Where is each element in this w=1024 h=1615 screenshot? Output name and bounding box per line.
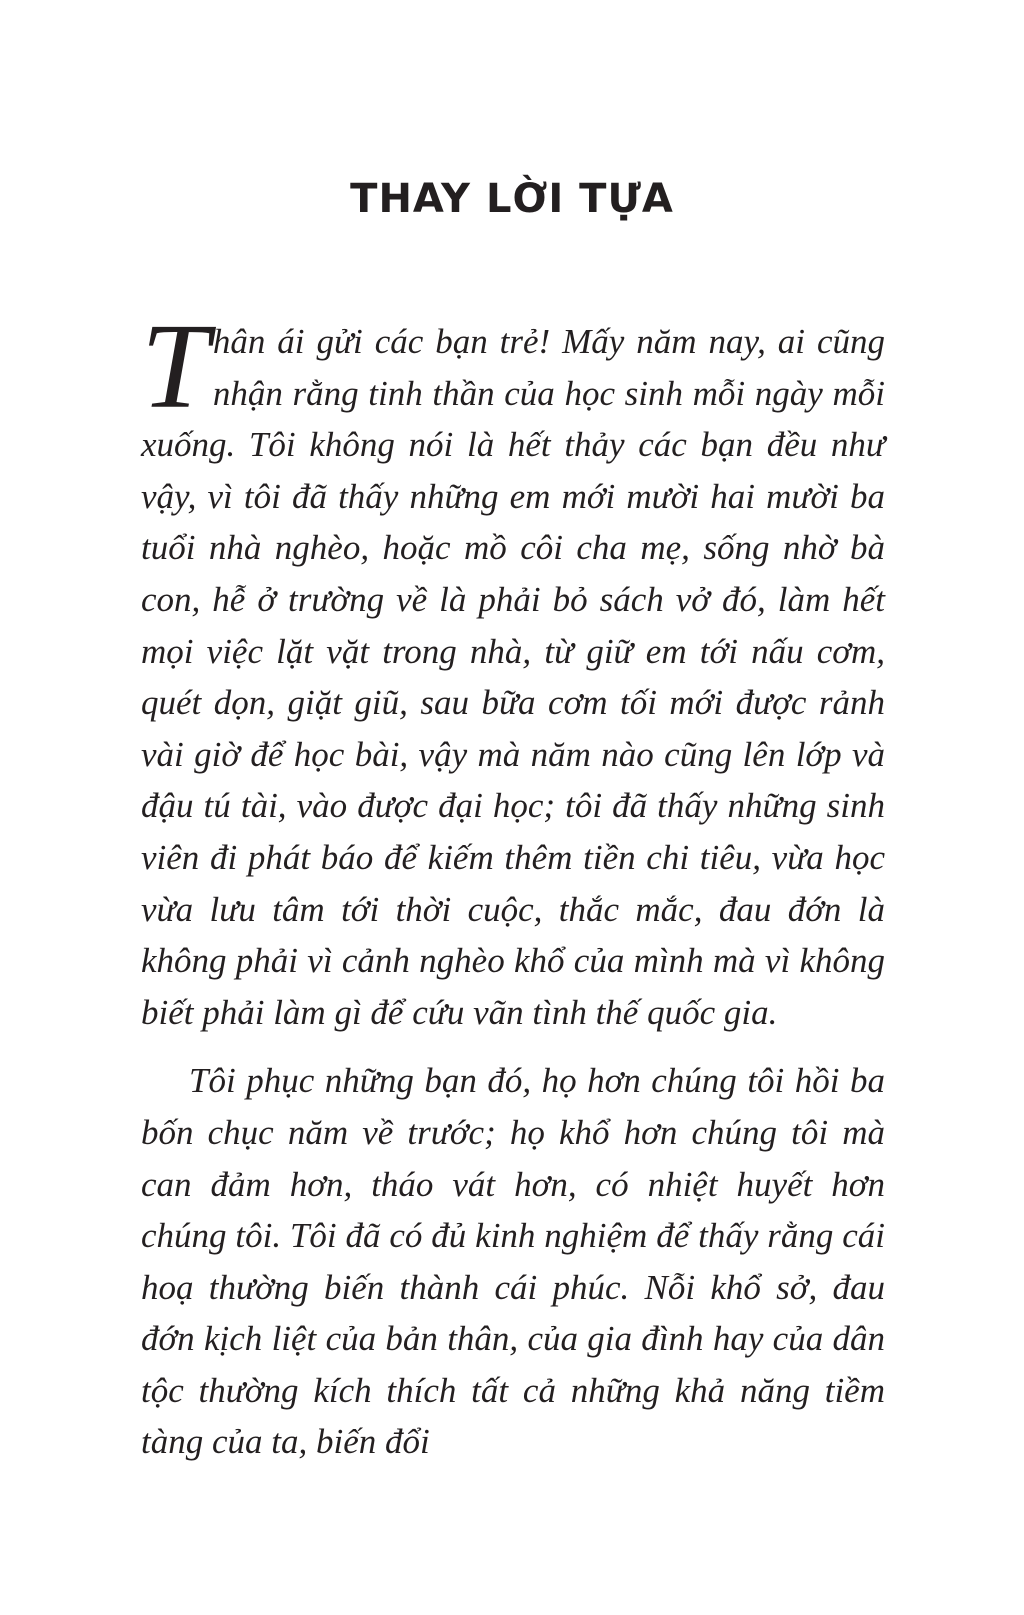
chapter-title: THAY LỜI TỰA <box>350 176 674 222</box>
paragraph-1 <box>141 299 885 1038</box>
paragraph-1-text: hân ái gửi các bạn trẻ! Mấy năm nay, ai cũng nhận rằng tinh thần của học sinh mỗi ngày mỗi xuống. Tôi không nói là hết thảy các bạn đều như vậy, vì tôi đã thấy những em mới mười hai mười ba tuổi nhà nghèo, hoặc mồ côi cha mẹ, sống nhờ bà con, hễ ở trường về là phải bỏ sách vở đó, làm hết mọi việc lặt vặt trong nhà, từ giữ em tới nấu cơm, quét dọn, giặt giũ, sau bữa cơm tối mới được rảnh vài giờ để học bài, vậy mà năm nào cũng lên lớp và đậu tú tài, vào được đại học; tôi đã thấy những sinh viên đi phát báo để kiếm thêm tiền chi tiêu, vừa học vừa lưu tâm tới thời cuộc, thắc mắc, đau đớn là không phải vì cảnh nghèo khổ của mình mà vì không biết phải làm gì để cứu vãn tình thế quốc gia. <box>141 322 885 1032</box>
body-text <box>141 299 885 1468</box>
drop-cap: T <box>141 299 209 434</box>
paragraph-2 <box>141 1055 885 1468</box>
paragraph-2-text: Tôi phục những bạn đó, họ hơn chúng tôi hồi ba bốn chục năm về trước; họ khổ hơn chúng tôi mà can đảm hơn, tháo vát hơn, có nhiệt huyết hơn chúng tôi. Tôi đã có đủ kinh nghiệm để thấy rằng cái hoạ thường biến thành cái phúc. Nỗi khổ sở, đau đớn kịch liệt của bản thân, của gia đình hay của dân tộc thường kích thích tất cả những khả năng tiềm tàng của ta, biến đổi <box>141 1061 885 1462</box>
